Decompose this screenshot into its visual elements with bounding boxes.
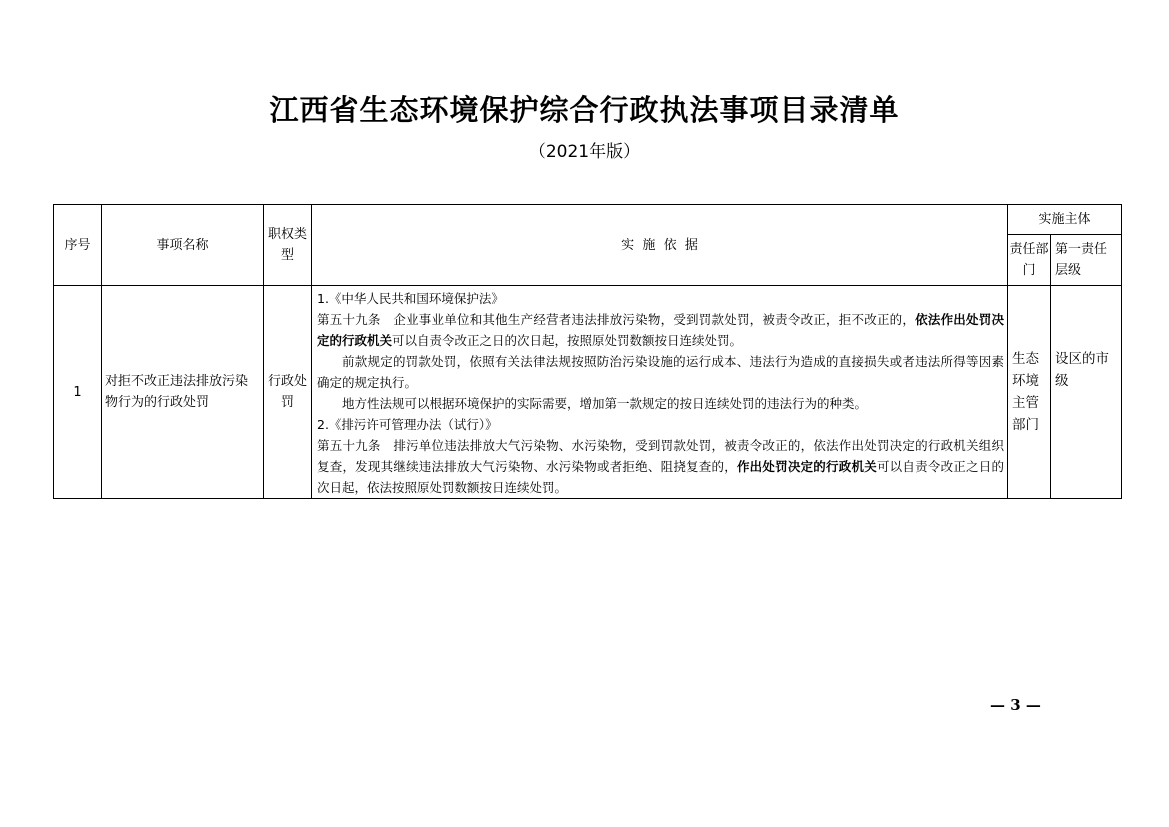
document-subtitle: （2021年版） [528, 142, 641, 162]
header-subject: 实施主体 [1008, 205, 1122, 235]
row-type: 行政处罚 [264, 286, 312, 499]
law2-title: 2.《排污许可管理办法（试行）》 [317, 417, 498, 432]
law1-article: 第五十九条 企业事业单位和其他生产经营者违法排放污染物，受到罚款处罚，被责令改正，拒不改正的，依法作出处罚决定的行政机关可以自责令改正之日的次日起，按照原处罚数额按日连续处罚。 [317, 312, 1004, 348]
law2-article: 第五十九条 排污单位违法排放大气污染物、水污染物，受到罚款处罚，被责令改正的，依法作出处罚决定的行政机关组织复查，发现其继续违法排放大气污染物、水污染物或者拒绝、阻挠复查的，作出处罚决定的行政机关可以自责令改正之日的次日起，依法按照原处罚数额按日连续处罚。 [317, 438, 1004, 495]
header-dept: 责任部门 [1008, 235, 1051, 286]
law1-paragraph-2: 前款规定的罚款处罚，依照有关法律法规按照防治污染设施的运行成本、违法行为造成的直接损失或者违法所得等因素确定的规定执行。 [317, 354, 1004, 390]
enforcement-items-table [53, 204, 1122, 499]
row-seq: 1 [54, 286, 102, 499]
header-type: 职权类型 [264, 205, 312, 286]
row-basis [312, 286, 1008, 499]
document-title: 江西省生态环境保护综合行政执法事项目录清单 [269, 93, 900, 127]
page-number: — 3 — [990, 696, 1041, 714]
row-level: 设区的市级 [1051, 286, 1122, 499]
row-dept: 生态环境主管部门 [1008, 286, 1051, 499]
header-seq: 序号 [54, 205, 102, 286]
header-basis: 实 施 依 据 [312, 205, 1008, 286]
header-level: 第一责任层级 [1051, 235, 1122, 286]
law1-paragraph-3: 地方性法规可以根据环境保护的实际需要，增加第一款规定的按日连续处罚的违法行为的种类。 [342, 396, 868, 411]
table-row [54, 286, 1122, 499]
law1-title: 1.《中华人民共和国环境保护法》 [317, 291, 504, 306]
header-name: 事项名称 [102, 205, 264, 286]
row-item-name: 对拒不改正违法排放污染物行为的行政处罚 [102, 286, 264, 499]
